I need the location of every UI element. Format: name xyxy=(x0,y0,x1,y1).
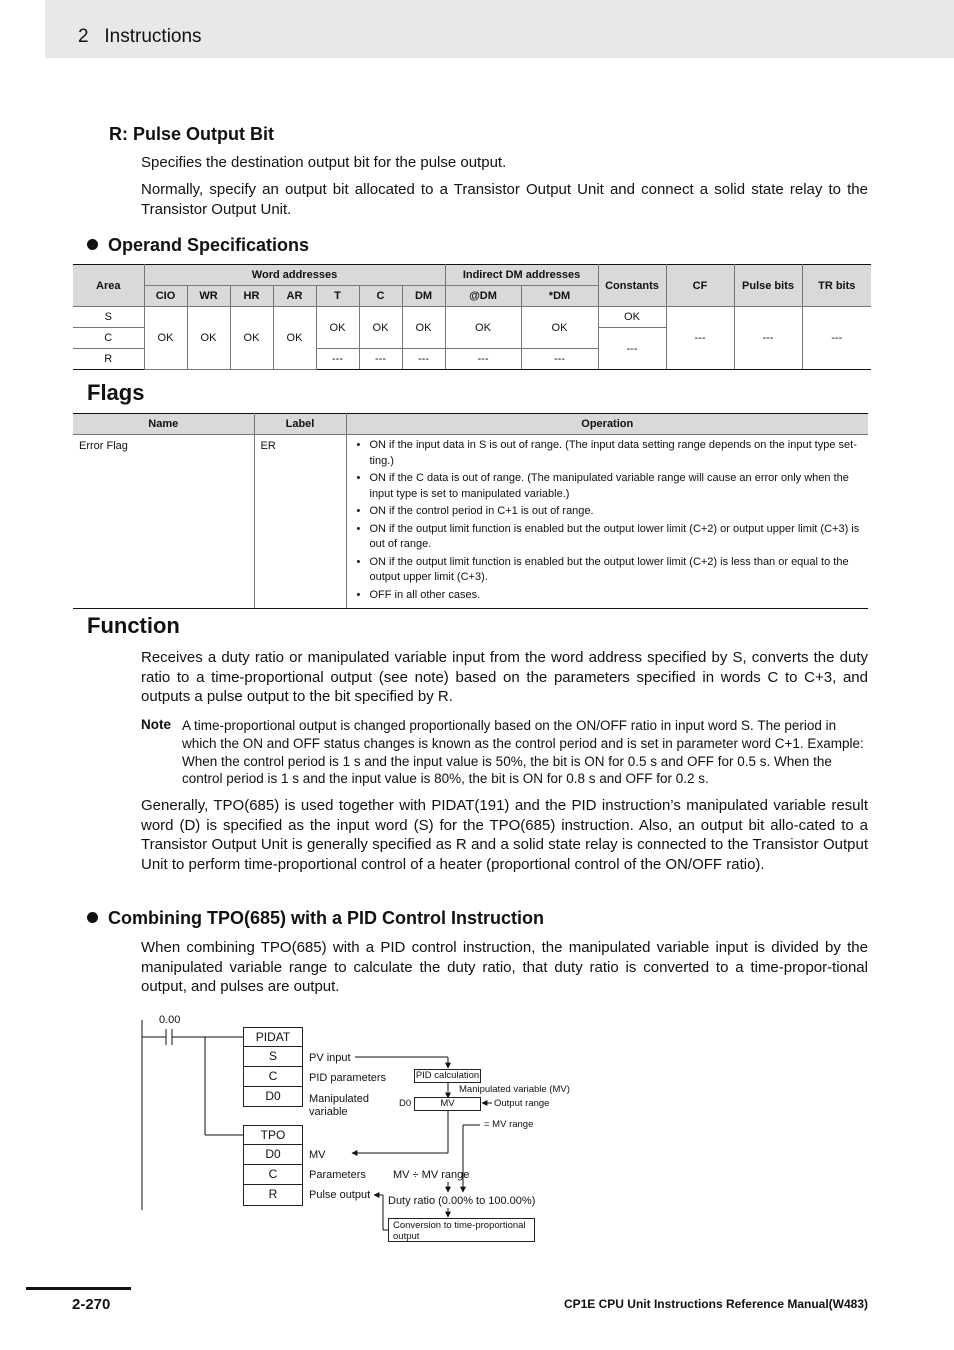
flags-table xyxy=(73,413,868,609)
section-header: 2 Instructions xyxy=(78,26,202,47)
flags-header-operation: Operation xyxy=(346,414,868,435)
pidat-operand-s: S xyxy=(243,1047,303,1067)
header-ar: AR xyxy=(273,286,316,307)
operand-spec-table xyxy=(73,264,871,370)
tpo-block: TPO xyxy=(243,1125,303,1145)
cell-ok: OK xyxy=(187,307,230,370)
manip-var-label: Manipulated variable xyxy=(309,1093,369,1118)
tpo-operand-d: D0 xyxy=(243,1145,303,1165)
flags-header-label: Label xyxy=(254,414,346,435)
d0-label: D0 xyxy=(399,1098,412,1109)
cell-dash: --- xyxy=(445,349,521,370)
header-constants: Constants xyxy=(598,265,666,307)
parameters-label: Parameters xyxy=(309,1169,366,1181)
note-label: Note xyxy=(141,717,171,732)
operation-item: • ON if the C data is out of range. (The manipulated variable range will cause an error only when the input type is set to manipulated variable.) xyxy=(353,471,863,502)
pid-calc-box: PID calculation xyxy=(415,1070,480,1081)
cell-ok: OK xyxy=(445,307,521,349)
bullet-icon xyxy=(87,239,98,250)
flags-header-name: Name xyxy=(73,414,254,435)
cell-dash: --- xyxy=(402,349,445,370)
note-text: A time-proportional output is changed proportionally based on the ON/OFF ratio in input word S. The period in which the ON and OFF status changes is known as the control period and is set in parameter word C+1. Example: When the control period is 1 s and the input value is 50%, the bit is ON for 0.5 s and OFF for 0.5 s. When the control period is 1 s and the input value is 80%, the bit is ON for 0.8 s and OFF for 0.2 s. xyxy=(182,718,864,787)
header-t: T xyxy=(316,286,359,307)
header-cf: CF xyxy=(666,265,734,307)
mv-label: MV xyxy=(309,1149,326,1161)
cell-ok: OK xyxy=(598,307,666,328)
cell-ok: OK xyxy=(359,307,402,349)
mv-box: MV xyxy=(414,1097,481,1111)
pidat-operand-c: C xyxy=(243,1067,303,1087)
header-at-dm: @DM xyxy=(445,286,521,307)
header-star-dm: *DM xyxy=(521,286,598,307)
operation-item: • ON if the output limit function is enabled but the output lower limit (C+2) is less than or equal to the output upper limit (C+3). xyxy=(353,555,863,586)
header-wr: WR xyxy=(187,286,230,307)
header-area: Area xyxy=(73,265,144,307)
pulse-output-para1: Specifies the destination output bit for the pulse output. xyxy=(141,154,507,171)
area-c: C xyxy=(73,328,144,349)
header-word-addresses: Word addresses xyxy=(144,265,445,286)
cell-dash: --- xyxy=(521,349,598,370)
cell-ok: OK xyxy=(521,307,598,349)
header-dm: DM xyxy=(402,286,445,307)
cell-dash: --- xyxy=(734,307,802,370)
pidat-block: PIDAT xyxy=(243,1027,303,1047)
conversion-box: Conversion to time-proportional output xyxy=(388,1218,535,1242)
pulse-output-para2: Normally, specify an output bit allocated to a Transistor Output Unit and connect a solid state relay to the Transistor Output Unit. xyxy=(141,181,868,218)
flag-label: ER xyxy=(254,435,346,609)
cell-dash: --- xyxy=(802,307,871,370)
operation-item: • ON if the input data in S is out of range. (The input data setting range depends on the input type set-ting.) xyxy=(353,438,863,469)
pulse-output-label: Pulse output xyxy=(309,1189,371,1201)
cell-ok: OK xyxy=(316,307,359,349)
cell-ok: OK xyxy=(144,307,187,370)
pv-input-label: PV input xyxy=(309,1052,351,1064)
manual-title: CP1E CPU Unit Instructions Reference Manual(W483) xyxy=(563,1297,868,1311)
cell-dash: --- xyxy=(598,328,666,370)
operation-item: • ON if the control period in C+1 is out of range. xyxy=(353,504,863,520)
contact-address: 0.00 xyxy=(159,1014,181,1026)
area-r: R xyxy=(73,349,144,370)
duty-ratio-label: Duty ratio (0.00% to 100.00%) xyxy=(388,1195,536,1207)
cell-dash: --- xyxy=(316,349,359,370)
combining-para: When combining TPO(685) with a PID control instruction, the manipulated variable input is divided by the manipulated variable range to calculate the duty ratio, that duty ratio is converted to a time-propor-tional output, and pulses are output. xyxy=(141,939,868,995)
footer-rule xyxy=(26,1287,131,1290)
tpo-operand-c: C xyxy=(243,1165,303,1185)
mv-div-label: MV ÷ MV range xyxy=(393,1169,470,1181)
function-heading: Function xyxy=(87,613,180,638)
flag-name: Error Flag xyxy=(73,435,254,609)
function-para1: Receives a duty ratio or manipulated variable input from the word address specified by S, converts the duty ratio to a time-proportional output (see note) based on the parameters specified in words C to C+3, and outputs a pulse output to the bit specified by R. xyxy=(141,649,868,705)
header-hr: HR xyxy=(230,286,273,307)
pidat-operand-d: D0 xyxy=(243,1087,303,1107)
page-number: 2-270 xyxy=(72,1296,111,1313)
function-para2: Generally, TPO(685) is used together with PIDAT(191) and the PID instruction’s manipulated variable result word (D) is specified as the input word (S) for the TPO(685) instruction. Also, an output bit allo-cated to a Transistor Output Unit is generally specified as R and a solid state relay is connected to the Transistor Output Unit to perform time-proportional control of a heater (proportional control of the ON/OFF ratio). xyxy=(141,797,868,873)
combining-heading: Combining TPO(685) with a PID Control Instruction xyxy=(87,908,544,929)
flag-operation xyxy=(346,435,868,609)
header-indirect-dm: Indirect DM addresses xyxy=(445,265,598,286)
mv-range-eq-label: = MV range xyxy=(484,1119,534,1130)
tpo-operand-r: R xyxy=(243,1185,303,1206)
header-pulse-bits: Pulse bits xyxy=(734,265,802,307)
header-cio: CIO xyxy=(144,286,187,307)
cell-ok: OK xyxy=(230,307,273,370)
cell-ok: OK xyxy=(402,307,445,349)
flags-heading: Flags xyxy=(87,380,145,405)
pid-params-label: PID parameters xyxy=(309,1072,387,1084)
cell-dash: --- xyxy=(359,349,402,370)
operation-item: • OFF in all other cases. xyxy=(353,588,863,604)
cell-ok: OK xyxy=(273,307,316,370)
pulse-output-heading: R: Pulse Output Bit xyxy=(109,124,274,144)
header-tr-bits: TR bits xyxy=(802,265,871,307)
header-c: C xyxy=(359,286,402,307)
bullet-icon xyxy=(87,912,98,923)
manip-mv-label: Manipulated variable (MV) xyxy=(459,1084,570,1095)
operand-spec-heading: Operand Specifications xyxy=(87,235,309,256)
cell-dash: --- xyxy=(666,307,734,370)
operation-item: • ON if the output limit function is enabled but the output lower limit (C+2) or output upper limit (C+3) is out of range. xyxy=(353,522,863,553)
area-s: S xyxy=(73,307,144,328)
output-range-label: Output range xyxy=(494,1098,550,1109)
